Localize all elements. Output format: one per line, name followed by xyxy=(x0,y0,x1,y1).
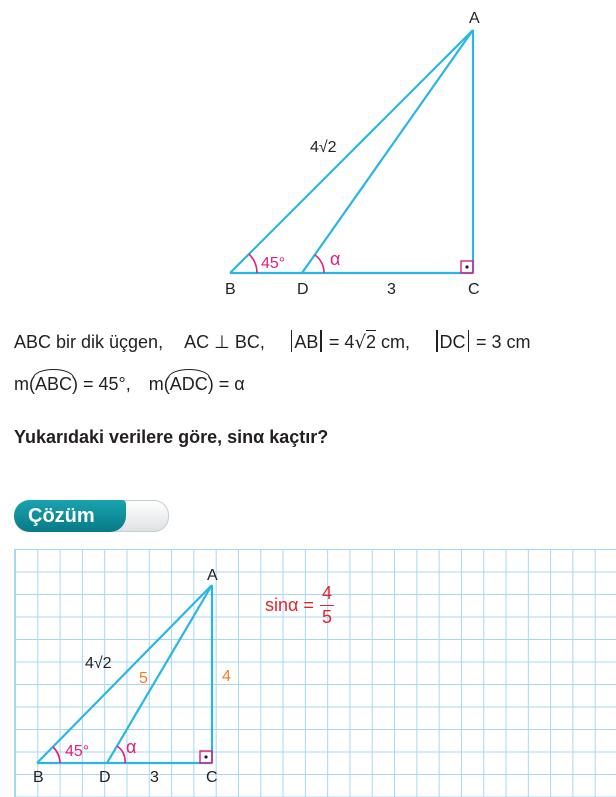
right-angle-dot-solution xyxy=(204,755,207,758)
ac-length-label: 4 xyxy=(222,668,231,685)
angle-adc-name: ADC xyxy=(169,374,208,394)
segment-dc-label: 3 xyxy=(387,281,396,298)
fraction xyxy=(320,583,334,628)
sin-alpha-formula xyxy=(265,583,334,628)
angle-adc-value: ) = α xyxy=(207,374,245,394)
perpendicular-symbol: ⊥ xyxy=(214,332,230,353)
vertex-a: A xyxy=(469,10,480,27)
angle-b-label: 45° xyxy=(261,255,286,272)
sqrt-radicand: 2 xyxy=(365,332,376,352)
sqrt-symbol: √ xyxy=(354,332,366,353)
question-text: Yukarıdaki verilere göre, sinα kaçtır? xyxy=(14,427,329,447)
ad-length-label: 5 xyxy=(139,670,148,687)
angle-adc-prefix: m( xyxy=(148,374,170,394)
angle-alpha-label-solution: α xyxy=(126,737,137,757)
formula-lhs: sinα = xyxy=(265,595,314,615)
given-ab-equals: = 4 xyxy=(328,332,355,352)
vertex-a-solution: A xyxy=(207,567,218,584)
given-ab: AB xyxy=(294,332,319,352)
angle-b-arc-solution xyxy=(53,747,60,763)
vertex-c-solution: C xyxy=(206,769,218,786)
given-ab-unit: cm, xyxy=(380,332,410,352)
angle-abc-value: ) = 45°, xyxy=(72,374,131,394)
given-triangle-text: ABC bir dik üçgen, xyxy=(14,332,164,352)
angle-b-label-solution: 45° xyxy=(65,743,90,760)
hypotenuse-label: 4√2 xyxy=(310,139,337,156)
vertex-b-solution: B xyxy=(33,769,44,786)
segment-dc-label-solution: 3 xyxy=(150,769,159,786)
vertex-c: C xyxy=(468,281,480,298)
given-dc: DC xyxy=(439,332,466,352)
angle-alpha-label: α xyxy=(330,249,341,269)
vertex-d: D xyxy=(297,281,309,298)
angle-abc-prefix: m( xyxy=(14,374,35,394)
angle-abc-name: ABC xyxy=(35,374,73,394)
hypotenuse-label-solution: 4√2 xyxy=(85,655,112,672)
fraction-numerator: 4 xyxy=(320,583,334,606)
segment-ad-solution xyxy=(107,585,212,763)
side-ab-solution xyxy=(37,585,212,763)
given-ac: AC xyxy=(184,332,210,352)
given-dc-equals: = 3 cm xyxy=(476,332,531,352)
fraction-denominator: 5 xyxy=(321,607,332,627)
solution-badge: Çözüm xyxy=(14,500,126,532)
angle-alpha-arc-solution xyxy=(117,746,125,763)
vertex-d-solution: D xyxy=(99,769,111,786)
given-bc: BC, xyxy=(234,332,265,352)
vertex-b: B xyxy=(225,281,236,298)
